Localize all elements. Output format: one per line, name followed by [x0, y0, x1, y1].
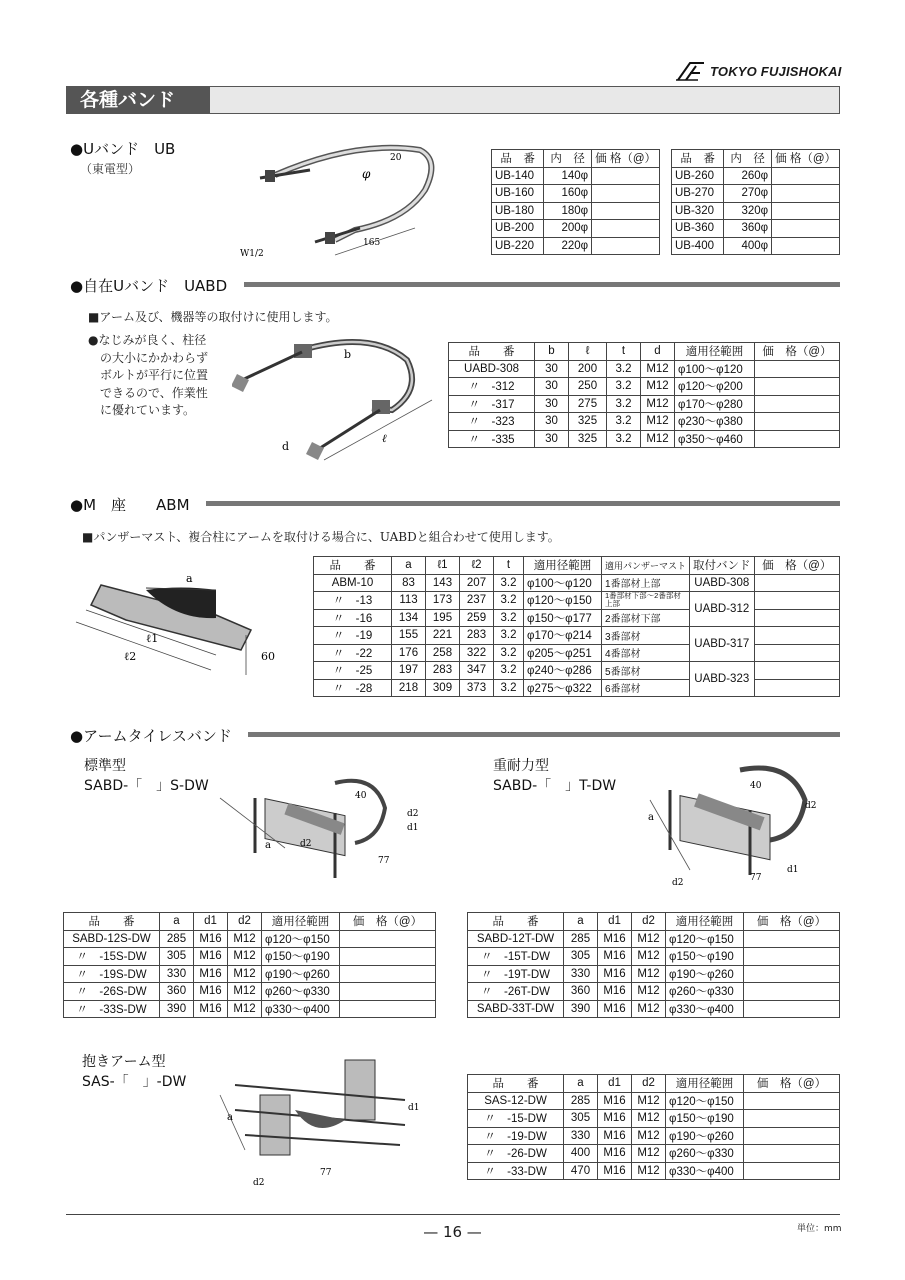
col-header: 適用径範囲	[666, 1075, 744, 1093]
table-row: 〃 -16 134 195 259 3.2 φ150〜φ177 2番部材下部	[314, 609, 840, 627]
sabd-hv-dim-77: 77	[750, 873, 762, 883]
sabd-standard-model: SABD-「 」S-DW	[84, 778, 209, 794]
ub-dim-20: 20	[390, 153, 402, 163]
col-header: 品 番	[468, 1075, 564, 1093]
col-header: d1	[598, 913, 632, 931]
col-header: 適用径範囲	[666, 913, 744, 931]
col-header: ℓ	[569, 343, 607, 361]
uabd-heading: ●自在Uバンド UABD	[70, 277, 228, 295]
ub-dim-phi: φ	[362, 167, 371, 181]
col-header: 価 格（@）	[744, 1075, 840, 1093]
sabd-hv-dim-40: 40	[750, 781, 762, 791]
table-row: 〃 -19S-DW 330 M16 M12 φ190〜φ260	[64, 965, 436, 983]
col-header: d2	[632, 1075, 666, 1093]
table-row: SAS-12-DW 285 M16 M12 φ120〜φ150	[468, 1092, 840, 1110]
table-row: 〃 -15-DW 305 M16 M12 φ150〜φ190	[468, 1110, 840, 1128]
ub-drawing	[235, 130, 445, 265]
table-row: UB-180 180φ	[492, 202, 660, 220]
table-row: UB-140 140φ	[492, 167, 660, 185]
sabd-std-dim-d1: d1	[407, 823, 419, 833]
col-header: 適用パンザーマスト	[602, 557, 690, 575]
table-row: 〃 -19-DW 330 M16 M12 φ190〜φ260	[468, 1127, 840, 1145]
sabd-std-dim-a: a	[265, 840, 271, 851]
col-header: 価 格（@）	[592, 150, 660, 168]
table-row: UB-400 400φ	[672, 237, 840, 255]
col-header: 品 番	[314, 557, 392, 575]
uabd-dim-b: b	[344, 348, 352, 361]
table-row: UB-200 200φ	[492, 220, 660, 238]
table-row: SABD-12S-DW 285 M16 M12 φ120〜φ150	[64, 930, 436, 948]
col-header: ℓ1	[426, 557, 460, 575]
uabd-note: ■アーム及び、機器等の取付けに使用します。	[88, 310, 338, 324]
sabd-std-dim-40: 40	[355, 791, 367, 801]
sabd-heavy-table	[467, 912, 840, 1018]
sas-dim-a: a	[227, 1112, 233, 1123]
uabd-dim-l: ℓ	[382, 432, 387, 445]
sabd-standard-title: 標準型	[84, 758, 126, 774]
sabd-standard-table	[63, 912, 436, 1018]
abm-dim-60: 60	[261, 650, 275, 663]
table-row: 〃 -19T-DW 330 M16 M12 φ190〜φ260	[468, 965, 840, 983]
sabd-heavy-drawing	[630, 760, 835, 890]
table-row: UB-360 360φ	[672, 220, 840, 238]
abm-note: ■パンザーマスト、複合柱にアームを取付ける場合に、UABDと組合わせて使用します。	[82, 530, 560, 544]
page-number: — 16 —	[423, 1223, 482, 1241]
col-header: 品 番	[64, 913, 160, 931]
table-row: UB-220 220φ	[492, 237, 660, 255]
table-row: UB-260 260φ	[672, 167, 840, 185]
ub-dim-w12: W1/2	[240, 249, 264, 259]
section-divider	[244, 282, 840, 287]
col-header: d	[641, 343, 675, 361]
sas-dim-d1: d1	[408, 1103, 420, 1113]
table-row: 〃 -323 30 325 3.2 M12 φ230〜φ380	[449, 413, 840, 431]
col-header: 品 番	[492, 150, 544, 168]
abm-drawing	[66, 560, 286, 695]
col-header: 品 番	[672, 150, 724, 168]
table-row: 〃 -312 30 250 3.2 M12 φ120〜φ200	[449, 378, 840, 396]
col-header: t	[607, 343, 641, 361]
col-header: 適用径範囲	[524, 557, 602, 575]
footer-divider	[66, 1214, 840, 1215]
abm-heading: ●M 座 ABM	[70, 496, 190, 514]
col-header: 価 格（@）	[754, 557, 839, 575]
sabd-hv-dim-a: a	[648, 812, 654, 823]
uabd-drawing	[232, 330, 442, 470]
sabd-std-dim-d2: d2	[300, 839, 312, 849]
sabd-std-dim-77: 77	[378, 856, 390, 866]
abm-dim-l2: ℓ2	[124, 650, 137, 663]
sabd-standard-drawing	[215, 768, 425, 893]
table-row: SABD-12T-DW 285 M16 M12 φ120〜φ150	[468, 930, 840, 948]
section-divider	[248, 732, 840, 737]
section-divider	[206, 501, 840, 506]
brand-mark-icon	[676, 61, 706, 81]
sas-table	[467, 1074, 840, 1180]
table-row: 〃 -26T-DW 360 M16 M12 φ260〜φ330	[468, 983, 840, 1001]
col-header: a	[564, 913, 598, 931]
table-row: ABM-10 83 143 207 3.2 φ100〜φ120 1番部材上部 UABD-308	[314, 574, 840, 592]
col-header: d2	[228, 913, 262, 931]
col-header: 内 径	[544, 150, 592, 168]
col-header: d1	[194, 913, 228, 931]
abm-dim-l1: ℓ1	[146, 632, 159, 645]
ub-dim-165: 165	[363, 238, 381, 248]
table-row: 〃 -33-DW 470 M16 M12 φ330〜φ400	[468, 1162, 840, 1180]
table-row: 〃 -317 30 275 3.2 M12 φ170〜φ280	[449, 395, 840, 413]
col-header: 品 番	[468, 913, 564, 931]
col-header: 価 格（@）	[340, 913, 436, 931]
sabd-hv-dim-d2b: d2	[672, 878, 684, 888]
table-row: 〃 -19 155 221 283 3.2 φ170〜φ214 3番部材 UABD-317	[314, 627, 840, 645]
table-row: 〃 -15S-DW 305 M16 M12 φ150〜φ190	[64, 948, 436, 966]
ub-subtitle: （東電型）	[80, 162, 141, 176]
sas-model: SAS-「 」-DW	[82, 1074, 187, 1090]
uabd-bullets: ●なじみが良く、柱径 の大小にかかわらず ボルトが平行に位置 できるので、作業性 に優れています。	[88, 333, 209, 417]
page-title: 各種バンド	[66, 86, 210, 114]
table-row: 〃 -26S-DW 360 M16 M12 φ260〜φ330	[64, 983, 436, 1001]
col-header: 品 番	[449, 343, 535, 361]
sabd-heavy-title: 重耐力型	[493, 758, 549, 774]
brand-logo	[676, 60, 842, 82]
table-row: UB-270 270φ	[672, 185, 840, 203]
ub-heading: ●Uバンド UB	[70, 140, 176, 158]
col-header: d1	[598, 1075, 632, 1093]
col-header: t	[494, 557, 524, 575]
sas-dim-77: 77	[320, 1168, 332, 1178]
table-row: 〃 -13 113 173 237 3.2 φ120〜φ150 1番部材下部〜2番部材上部 UABD-312	[314, 592, 840, 610]
table-row: 〃 -25 197 283 347 3.2 φ240〜φ286 5番部材 UABD-323	[314, 662, 840, 680]
col-header: 内 径	[724, 150, 772, 168]
unit-note: 単位：mm	[797, 1224, 842, 1234]
col-header: 取付バンド	[690, 557, 755, 575]
col-header: a	[392, 557, 426, 575]
col-header: b	[535, 343, 569, 361]
col-header: ℓ2	[460, 557, 494, 575]
sabd-hv-dim-d1: d1	[787, 865, 799, 875]
uabd-table	[448, 342, 840, 448]
brand-name: TOKYO FUJISHOKAI	[710, 63, 842, 79]
col-header: 価 格（@）	[772, 150, 840, 168]
col-header: 価 格（@）	[744, 913, 840, 931]
abm-table	[313, 556, 840, 697]
col-header: 適用径範囲	[675, 343, 755, 361]
table-row: SABD-33T-DW 390 M16 M12 φ330〜φ400	[468, 1000, 840, 1018]
sas-drawing	[215, 1050, 430, 1190]
sabd-hv-dim-d2: d2	[805, 801, 817, 811]
sabd-std-dim-d2b: d2	[407, 809, 419, 819]
table-row: 〃 -15T-DW 305 M16 M12 φ150〜φ190	[468, 948, 840, 966]
col-header: a	[160, 913, 194, 931]
col-header: 適用径範囲	[262, 913, 340, 931]
col-header: 価 格（@）	[755, 343, 840, 361]
ub-table-right	[671, 149, 840, 255]
table-row: UABD-308 30 200 3.2 M12 φ100〜φ120	[449, 360, 840, 378]
sas-dim-d2: d2	[253, 1178, 265, 1188]
sabd-heading: ●アームタイレスバンド	[70, 727, 232, 745]
col-header: a	[564, 1075, 598, 1093]
table-row: 〃 -28 218 309 373 3.2 φ275〜φ322 6番部材	[314, 679, 840, 697]
table-row: 〃 -335 30 325 3.2 M12 φ350〜φ460	[449, 430, 840, 448]
col-header: d2	[632, 913, 666, 931]
table-row: 〃 -26-DW 400 M16 M12 φ260〜φ330	[468, 1145, 840, 1163]
table-row: UB-320 320φ	[672, 202, 840, 220]
table-row: 〃 -22 176 258 322 3.2 φ205〜φ251 4番部材	[314, 644, 840, 662]
uabd-dim-d: d	[282, 440, 290, 453]
abm-dim-a: a	[186, 572, 193, 585]
ub-table-left	[491, 149, 660, 255]
sabd-heavy-model: SABD-「 」T-DW	[493, 778, 617, 794]
table-row: 〃 -33S-DW 390 M16 M12 φ330〜φ400	[64, 1000, 436, 1018]
sas-title: 抱きアーム型	[82, 1054, 166, 1070]
table-row: UB-160 160φ	[492, 185, 660, 203]
